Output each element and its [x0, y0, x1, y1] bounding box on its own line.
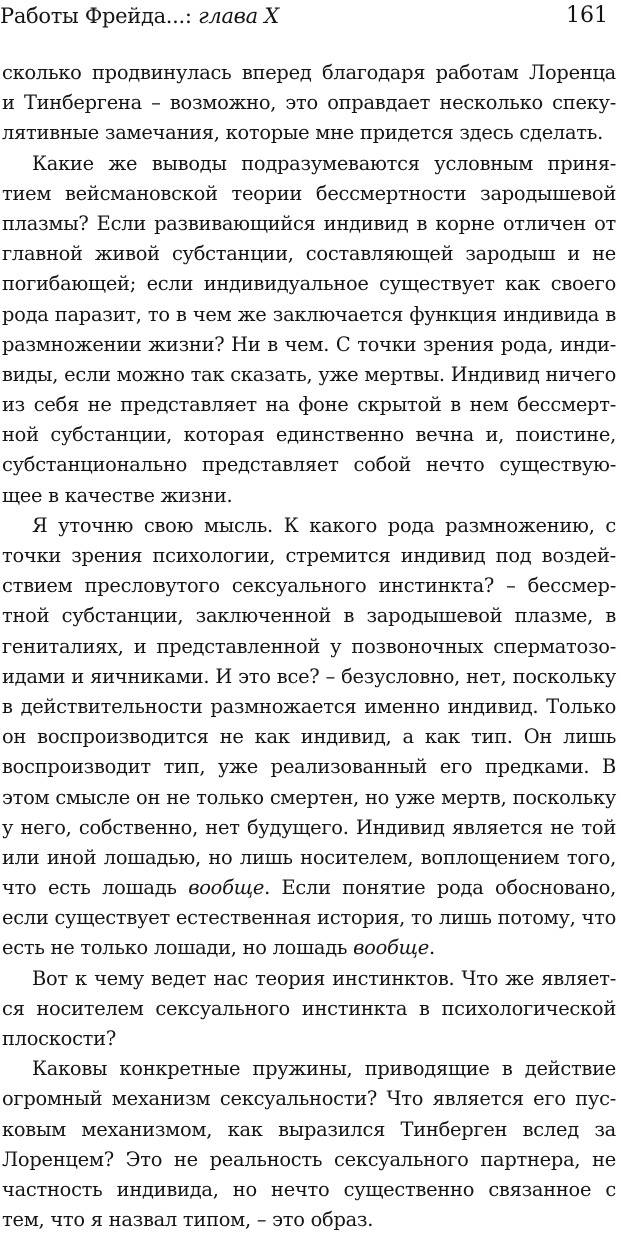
text-line: субстанционально представляет собой нечто существую-	[2, 453, 616, 477]
text-line: тием вейсмановской теории бессмертности зародышевой	[2, 181, 616, 205]
text-line: ковым механизмом, как выразился Тинберген вслед за	[2, 1117, 616, 1141]
text-line: этом смысле он не только смертен, но уже мертв, поскольку	[2, 785, 616, 809]
text-line: из себя не представляет на фоне скрытой в нем бессмерт-	[2, 393, 616, 417]
text-line: Вот к чему ведет нас теория инстинктов. Что же являет-	[32, 966, 616, 990]
text-line: точки зрения психологии, стремится индивид под воздей-	[2, 544, 616, 567]
text-line: Я уточню свою мысль. К какого рода размножению, с	[32, 513, 616, 537]
text-line: щее в качестве жизни.	[2, 483, 233, 507]
text-line: частность индивида, но нечто существенно связанное с	[2, 1177, 616, 1201]
text-line: размножении жизни? Ни в чем. С точки зрения рода, инди-	[2, 332, 616, 356]
text-line: Лоренцем? Это не реальность сексуального партнера, не	[2, 1147, 616, 1171]
paragraph	[2, 58, 616, 149]
text-line: воспроизводит тип, уже реализованный его предками. В	[2, 755, 616, 779]
text-line: плазмы? Если развивающийся индивид в корне отличен от	[2, 211, 616, 235]
running-title-chapter: глава X	[198, 4, 279, 28]
body-text	[2, 58, 616, 1235]
text-line: тем, что я назвал типом, – это образ.	[2, 1208, 374, 1232]
running-head	[0, 0, 620, 36]
text-line: тной субстанции, заключенной в зародышевой плазме, в	[2, 604, 616, 628]
text-line: виды, если можно так сказать, уже мертвы. Индивид ничего	[2, 362, 616, 386]
text-line: у него, собственно, нет будущего. Индивид является не той	[2, 815, 616, 839]
text-run: . Если понятие рода обосновано,	[264, 876, 616, 900]
text-line	[2, 873, 616, 903]
emphasis-text: вообще	[353, 936, 429, 960]
text-line: ся носителем сексуального инстинкта в психологической	[2, 996, 616, 1020]
paragraph	[2, 964, 616, 1055]
text-line: погибающей; если индивидуальное существует как своего	[2, 272, 616, 296]
text-line	[2, 933, 616, 963]
running-title-book: Работы Фрейда...:	[0, 4, 199, 28]
text-run: есть не только лошади, но лошадь	[2, 936, 354, 960]
text-line: главной живой субстанции, составляющей зародыш и не	[2, 242, 616, 266]
paragraph	[2, 149, 616, 511]
text-run: что есть лошадь	[2, 876, 189, 900]
text-line: огромный механизм сексуальности? Что является его пус-	[2, 1087, 616, 1111]
text-line: рода паразит, то в чем же заключается функция индивида в	[2, 302, 616, 326]
text-line: и Тинбергена – возможно, это оправдает несколько спеку-	[2, 91, 616, 115]
page-number: 161	[566, 3, 608, 28]
text-line: Каковы конкретные пружины, приводящие в действие	[32, 1057, 616, 1081]
text-run: .	[428, 936, 435, 960]
paragraph	[2, 1054, 616, 1235]
text-line: гениталиях, и представленной у позвоночных сперматозо-	[2, 634, 616, 658]
text-line: плоскости?	[2, 1027, 116, 1050]
paragraph	[2, 511, 616, 964]
text-line: ной субстанции, которая единственно вечна и, поистине,	[2, 423, 616, 447]
text-line: он воспроизводится не как индивид, а как тип. Он лишь	[2, 725, 616, 749]
text-line: лятивные замечания, которые мне придется здесь сделать.	[2, 121, 604, 145]
text-line: идами и яичниками. И это все? – безусловно, нет, поскольку	[2, 664, 616, 688]
emphasis-text: вообще	[188, 876, 265, 900]
text-line: в действительности размножается именно индивид. Только	[2, 694, 616, 718]
text-line: если существует естественная история, то лишь потому, что	[2, 906, 616, 930]
text-line: ствием пресловутого сексуального инстинкта? – бессмер-	[2, 574, 616, 598]
text-line: Какие же выводы подразумеваются условным приня-	[32, 151, 616, 175]
running-title	[0, 2, 279, 30]
text-line: сколько продвинулась вперед благодаря работам Лоренца	[2, 61, 616, 84]
text-line: или иной лошадью, но лишь носителем, воплощением того,	[2, 845, 616, 869]
